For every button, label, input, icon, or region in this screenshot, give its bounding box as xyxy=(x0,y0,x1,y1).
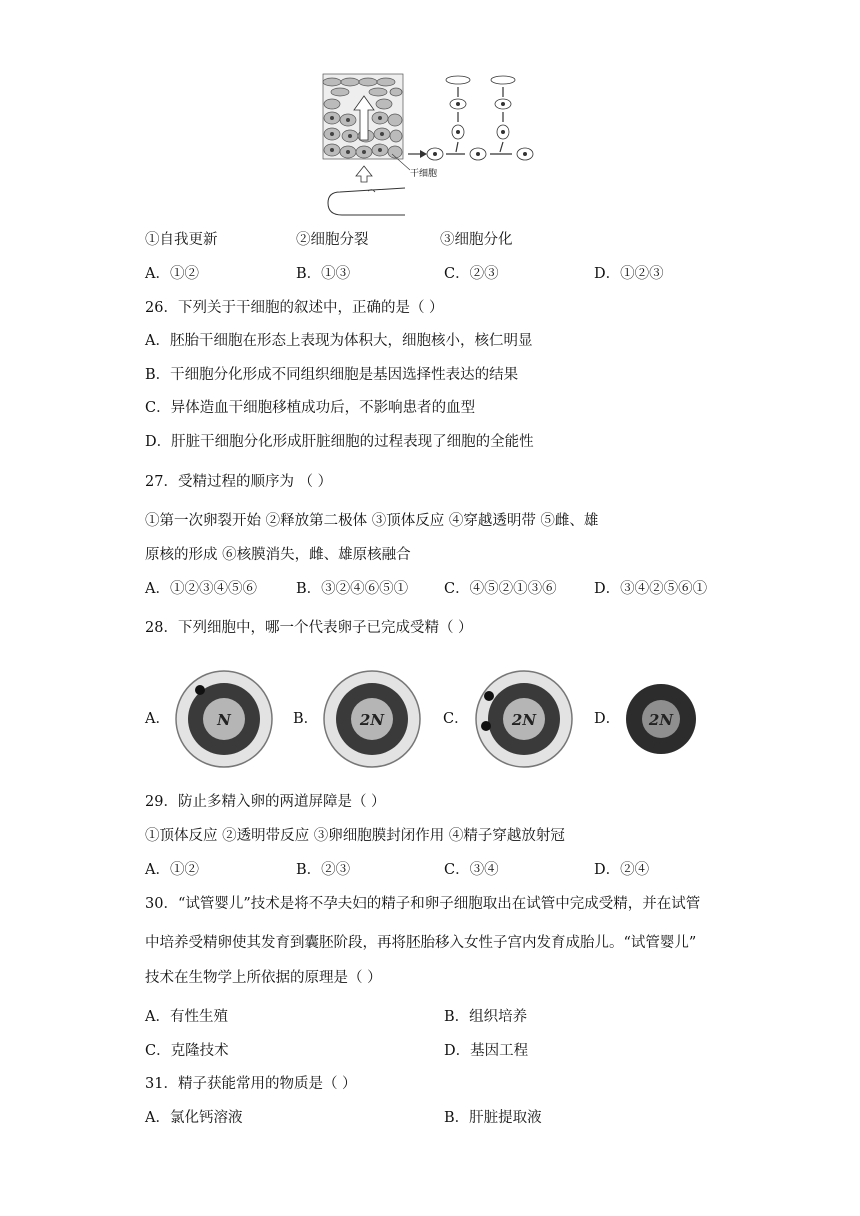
q29-option-d[interactable]: D．②④ xyxy=(594,862,650,878)
q28-label-a[interactable]: A． xyxy=(145,711,170,727)
q27-items-line1: ①第一次卵裂开始 ②释放第二极体 ③顶体反应 ④穿越透明带 ⑤雌、雄 xyxy=(145,513,599,529)
q27-option-b[interactable]: B．③②④⑥⑤① xyxy=(296,581,409,597)
q26-stem: 26．下列关于干细胞的叙述中，正确的是（ ） xyxy=(145,300,444,316)
q30-option-a[interactable]: A．有性生殖 xyxy=(145,1009,228,1025)
q31-option-b[interactable]: B．肝脏提取液 xyxy=(444,1110,542,1126)
egg-cell-a[interactable] xyxy=(174,669,274,769)
q29-option-b[interactable]: B．②③ xyxy=(296,862,351,878)
q27-stem: 27．受精过程的顺序为 （ ） xyxy=(145,474,333,490)
q29-stem: 29．防止多精入卵的两道屏障是（ ） xyxy=(145,794,386,810)
q25-item-3: ③细胞分化 xyxy=(440,232,513,248)
q27-items-line2: 原核的形成 ⑥核膜消失，雌、雄原核融合 xyxy=(145,547,411,563)
finger-shape xyxy=(328,188,405,215)
q28-label-b[interactable]: B． xyxy=(293,711,319,727)
q30-option-b[interactable]: B．组织培养 xyxy=(444,1009,528,1025)
q29-items: ①顶体反应 ②透明带反应 ③卵细胞膜封闭作用 ④精子穿越放射冠 xyxy=(145,828,565,844)
q27-option-c[interactable]: C．④⑤②①③⑥ xyxy=(444,581,557,597)
q26-option-c[interactable]: C．异体造血干细胞移植成功后，不影响患者的血型 xyxy=(145,400,476,416)
stem-cell-figure xyxy=(320,70,550,220)
q29-option-c[interactable]: C．③④ xyxy=(444,862,499,878)
q26-option-a[interactable]: A．胚胎干细胞在形态上表现为体积大，细胞核小，核仁明显 xyxy=(145,333,533,349)
cell-a-nucleus-label: N xyxy=(217,711,231,729)
egg-cell-b[interactable] xyxy=(322,669,422,769)
egg-cell-d[interactable] xyxy=(625,683,697,755)
q31-stem: 31．精子获能常用的物质是（ ） xyxy=(145,1076,357,1092)
stem-cell-label: 干细胞 xyxy=(410,169,438,179)
q27-option-a[interactable]: A．①②③④⑤⑥ xyxy=(145,581,257,597)
egg-cell-c[interactable] xyxy=(474,669,574,769)
q30-stem-line1: 30．“试管婴儿”技术是将不孕夫妇的精子和卵子细胞取出在试管中完成受精，并在试管 xyxy=(145,896,701,912)
q25-option-d[interactable]: D．①②③ xyxy=(594,266,664,282)
q26-option-d[interactable]: D．肝脏干细胞分化形成肝脏细胞的过程表现了细胞的全能性 xyxy=(145,434,534,450)
hollow-up-arrow-icon xyxy=(356,166,372,182)
q26-option-b[interactable]: B．干细胞分化形成不同组织细胞是基因选择性表达的结果 xyxy=(145,367,519,383)
q25-item-2: ②细胞分裂 xyxy=(296,232,369,248)
q30-option-d[interactable]: D．基因工程 xyxy=(444,1043,529,1059)
q25-option-c[interactable]: C．②③ xyxy=(444,266,499,282)
q25-item-1: ①自我更新 xyxy=(145,232,218,248)
q27-option-d[interactable]: D．③④②⑤⑥① xyxy=(594,581,708,597)
q25-option-b[interactable]: B．①③ xyxy=(296,266,351,282)
cell-d-nucleus-label: 2N xyxy=(648,711,674,729)
q28-label-c[interactable]: C． xyxy=(443,711,469,727)
q28-label-d[interactable]: D． xyxy=(594,711,621,727)
cell-c-nucleus-label: 2N xyxy=(511,711,537,729)
q25-option-a[interactable]: A．①② xyxy=(145,266,199,282)
cell-b-nucleus-label: 2N xyxy=(359,711,385,729)
q30-option-c[interactable]: C．克隆技术 xyxy=(145,1043,229,1059)
q29-option-a[interactable]: A．①② xyxy=(145,862,199,878)
q30-stem-line2: 中培养受精卵使其发育到囊胚阶段，再将胚胎移入女性子宫内发育成胎儿。“试管婴儿” xyxy=(145,935,697,951)
q30-stem-line3: 技术在生物学上所依据的原理是（ ） xyxy=(145,970,382,986)
q28-stem: 28．下列细胞中，哪一个代表卵子已完成受精（ ） xyxy=(145,620,473,636)
q31-option-a[interactable]: A．氯化钙溶液 xyxy=(145,1110,243,1126)
